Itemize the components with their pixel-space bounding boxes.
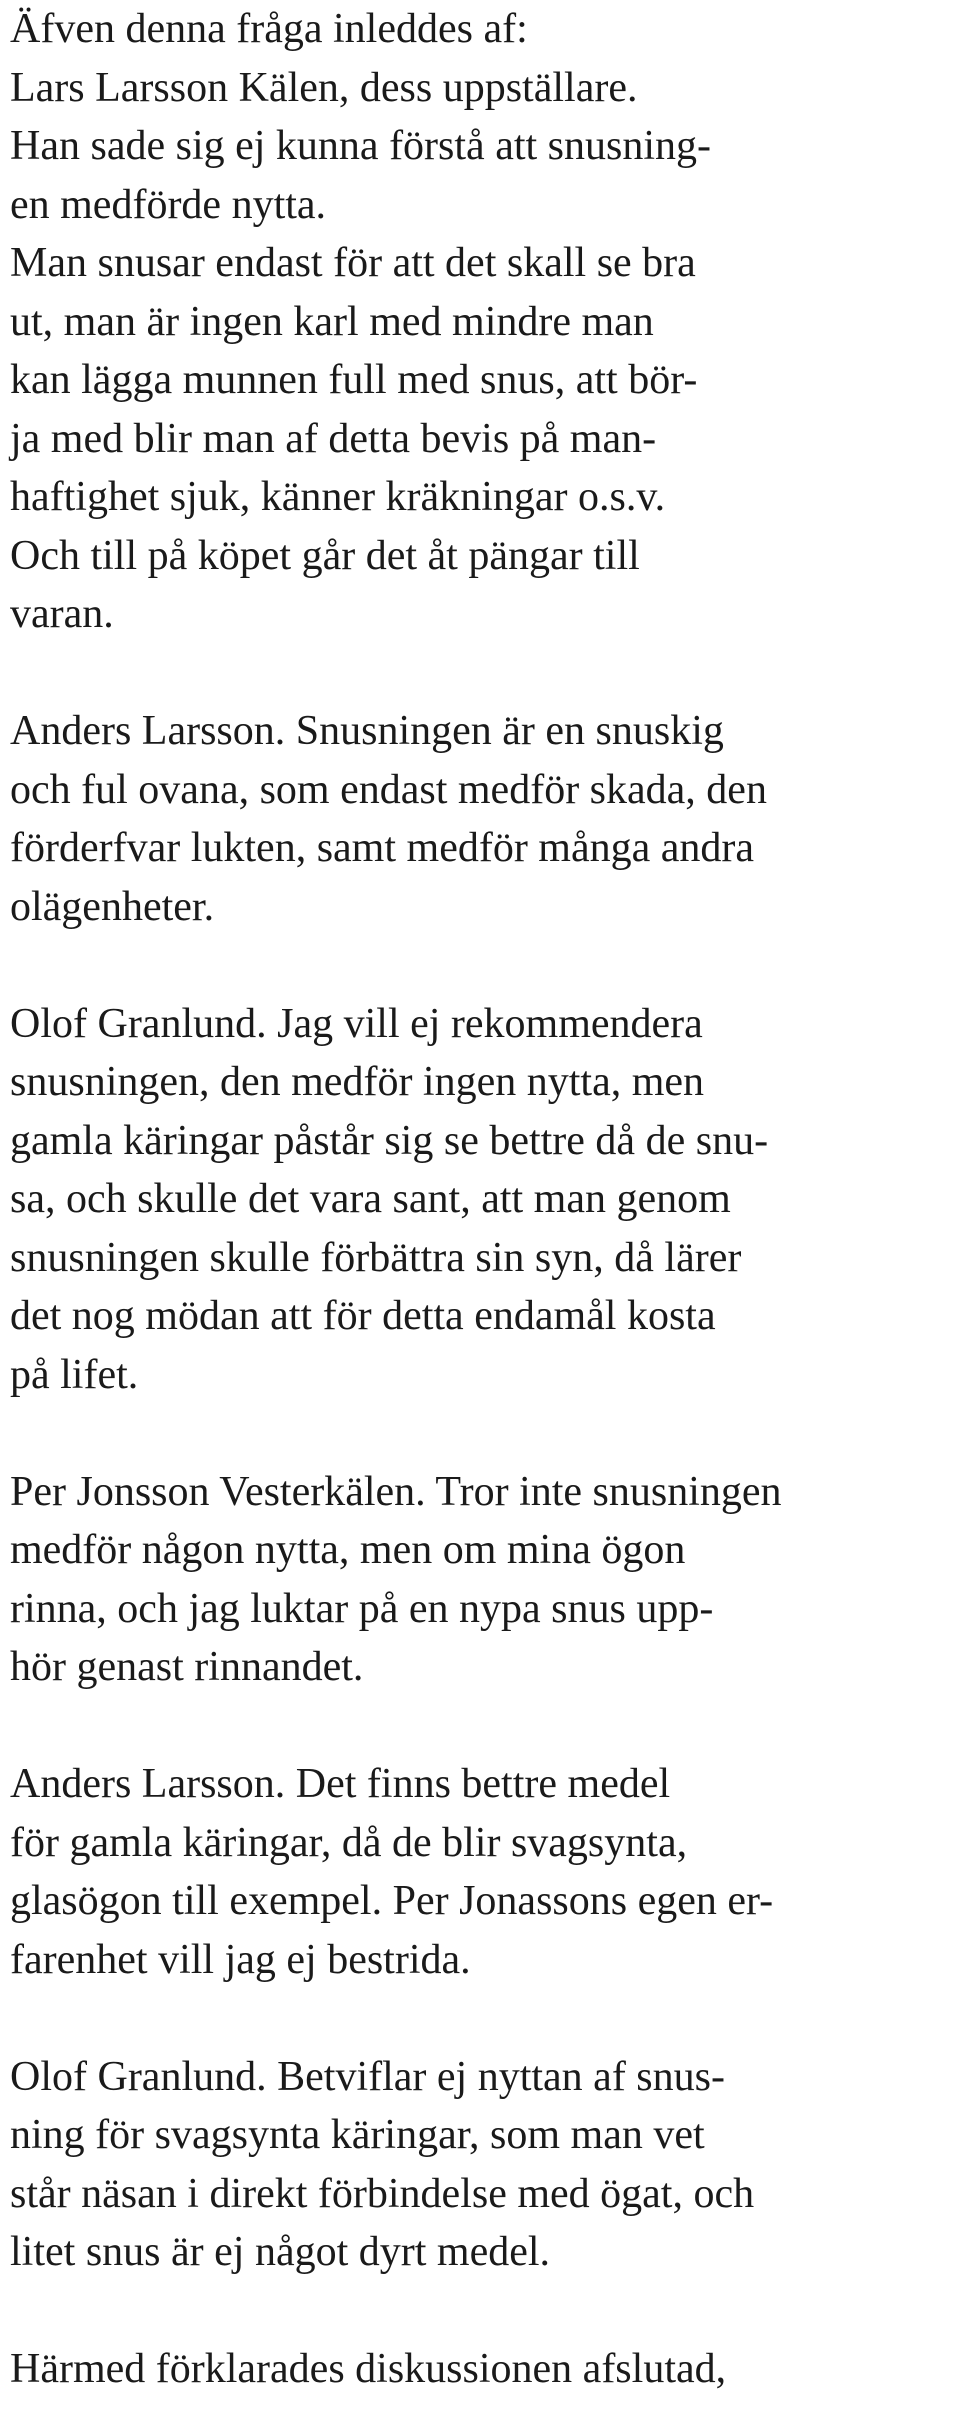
text-line: Olof Granlund. Jag vill ej rekommendera — [10, 1000, 703, 1047]
paragraph-per-jonsson — [10, 1463, 955, 1697]
text-line: Per Jonsson Vesterkälen. Tror inte snusningen — [10, 1468, 782, 1515]
paragraph-spacer — [10, 1404, 955, 1463]
text-line: varan. — [10, 591, 114, 637]
paragraph-spacer — [10, 2282, 955, 2341]
paragraph-anders-2 — [10, 1755, 955, 1989]
text-line: Anders Larsson. Det finns bettre medel — [10, 1761, 671, 1807]
text-line: haftighet sjuk, känner kräkningar o.s.v. — [10, 474, 666, 520]
text-line: snusningen skulle förbättra sin syn, då lärer — [10, 1234, 742, 1281]
paragraph-closing — [10, 2340, 955, 2399]
text-line: medför någon nytta, men om mina ögon — [10, 1527, 686, 1573]
text-line: snusningen, den medför ingen nytta, men — [10, 1059, 705, 1105]
text-line: Olof Granlund. Betviflar ej nyttan af snus- — [10, 2053, 725, 2100]
text-line: ut, man är ingen karl med mindre man — [10, 298, 654, 345]
text-line: sa, och skulle det vara sant, att man genom — [10, 1176, 731, 1222]
text-line: Äfven denna fråga inleddes af: — [10, 6, 528, 52]
text-line: Härmed förklarades diskussionen afslutad, — [10, 2346, 727, 2392]
text-line: Man snusar endast för att det skall se bra — [10, 240, 696, 286]
text-line: står näsan i direkt förbindelse med ögat, och — [10, 2170, 755, 2217]
text-line: ja med blir man af detta bevis på man- — [10, 415, 657, 462]
text-line: hör genast rinnandet. — [10, 1644, 364, 1690]
text-line: rinna, och jag luktar på en nypa snus upp- — [10, 1585, 714, 1632]
paragraph-intro — [10, 0, 955, 644]
paragraph-olof-2 — [10, 2048, 955, 2282]
text-line: litet snus är ej något dyrt medel. — [10, 2229, 551, 2275]
text-line: för gamla käringar, då de blir svagsynta, — [10, 1819, 688, 1866]
text-line: på lifet. — [10, 1351, 139, 1398]
text-line: det nog mödan att för detta endamål kosta — [10, 1293, 716, 1339]
text-line: förderfvar lukten, samt medför många andra — [10, 825, 755, 871]
paragraph-anders-1 — [10, 702, 955, 936]
text-line: kan lägga munnen full med snus, att bör- — [10, 357, 698, 403]
paragraph-spacer — [10, 644, 955, 703]
paragraph-spacer — [10, 1697, 955, 1756]
text-line: Och till på köpet går det åt pängar till — [10, 532, 640, 579]
text-line: gamla käringar påstår sig se bettre då de snu- — [10, 1117, 769, 1164]
text-line: Lars Larsson Kälen, dess uppställare. — [10, 64, 638, 111]
text-line: en medförde nytta. — [10, 181, 327, 228]
paragraph-olof-1 — [10, 995, 955, 1405]
paragraph-spacer — [10, 936, 955, 995]
text-line: ning för svagsynta käringar, som man vet — [10, 2112, 705, 2158]
text-line: farenhet vill jag ej bestrida. — [10, 1936, 471, 1983]
document-page — [10, 0, 955, 2399]
text-line: och ful ovana, som endast medför skada, den — [10, 766, 767, 813]
text-line: glasögon till exempel. Per Jonassons egen er- — [10, 1878, 774, 1924]
text-line: Han sade sig ej kunna förstå att snusning- — [10, 123, 712, 169]
paragraph-spacer — [10, 1989, 955, 2048]
text-line: olägenheter. — [10, 883, 215, 930]
text-line: Anders Larsson. Snusningen är en snuskig — [10, 708, 724, 754]
